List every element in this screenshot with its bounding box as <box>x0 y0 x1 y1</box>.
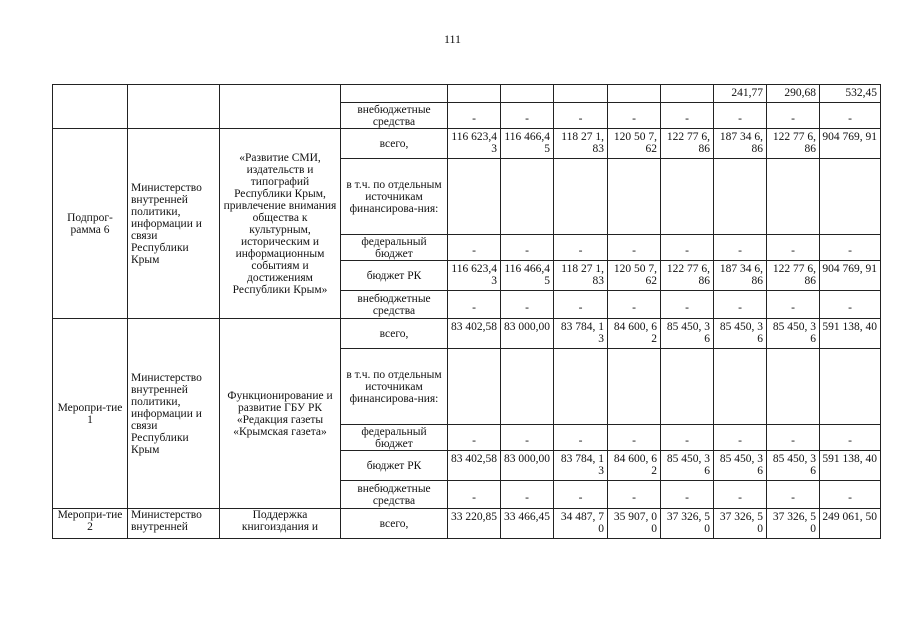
value-cell <box>608 349 661 425</box>
empty-cell <box>341 85 448 103</box>
section-executor: Министерство внутренней <box>128 509 220 539</box>
row-label: федеральный бюджет <box>341 235 448 261</box>
value-cell: - <box>767 481 820 509</box>
value-cell: - <box>554 481 608 509</box>
table-row <box>53 509 881 539</box>
value-cell <box>714 349 767 425</box>
value-cell: 33 466,45 <box>501 509 554 539</box>
row-label: всего, <box>341 319 448 349</box>
value-cell <box>501 349 554 425</box>
value-cell <box>661 349 714 425</box>
value-cell: - <box>661 481 714 509</box>
value-cell: - <box>767 425 820 451</box>
value-cell: - <box>554 425 608 451</box>
value-cell: 83 784, 13 <box>554 319 608 349</box>
value-cell <box>767 159 820 235</box>
value-cell: - <box>820 235 881 261</box>
row-label: внебюджетные средства <box>341 103 448 129</box>
value-cell: 187 34 6,86 <box>714 129 767 159</box>
section-title: Функционирование и развитие ГБУ РК «Редакция газеты «Крымская газета» <box>220 319 341 509</box>
value-cell: 591 138, 40 <box>820 451 881 481</box>
value-cell: 33 220,85 <box>448 509 501 539</box>
value-cell: - <box>501 103 554 129</box>
value-cell: - <box>448 425 501 451</box>
value-cell: - <box>661 103 714 129</box>
value-cell: - <box>767 235 820 261</box>
value-cell: - <box>608 103 661 129</box>
row-label: всего, <box>341 509 448 539</box>
value-cell: - <box>501 291 554 319</box>
row-label: бюджет РК <box>341 451 448 481</box>
section-executor: Министерство внутренней политики, информации и связи Республики Крым <box>128 319 220 509</box>
value-cell: - <box>608 291 661 319</box>
value-cell: 241,77 <box>714 85 767 103</box>
value-cell: 83 402,58 <box>448 319 501 349</box>
value-cell: - <box>448 235 501 261</box>
value-cell <box>820 349 881 425</box>
section-name: Меропри-тие 2 <box>53 509 128 539</box>
value-cell: 85 450, 36 <box>661 451 714 481</box>
value-cell: 120 50 7,62 <box>608 261 661 291</box>
value-cell: - <box>661 291 714 319</box>
table-row <box>53 85 881 103</box>
value-cell: 122 77 6,86 <box>767 261 820 291</box>
table-row <box>53 129 881 159</box>
value-cell: 532,45 <box>820 85 881 103</box>
budget-table <box>52 84 881 539</box>
section-executor: Министерство внутренней политики, информации и связи Республики Крым <box>128 129 220 319</box>
value-cell: - <box>820 425 881 451</box>
value-cell <box>501 159 554 235</box>
section-title: «Развитие СМИ, издательств и типографий Республики Крым, привлечение внимания общества к культурным, историческим и информационным событиям и достижениям Республики Крым» <box>220 129 341 319</box>
value-cell: - <box>608 425 661 451</box>
value-cell: 37 326, 50 <box>767 509 820 539</box>
value-cell: - <box>554 103 608 129</box>
value-cell: 85 450, 36 <box>767 451 820 481</box>
value-cell: 116 466,45 <box>501 261 554 291</box>
value-cell: 116 623,43 <box>448 129 501 159</box>
value-cell <box>554 349 608 425</box>
value-cell: - <box>608 481 661 509</box>
value-cell: 85 450, 36 <box>661 319 714 349</box>
value-cell: 118 27 1,83 <box>554 129 608 159</box>
value-cell: 122 77 6,86 <box>767 129 820 159</box>
value-cell <box>554 159 608 235</box>
row-label: всего, <box>341 129 448 159</box>
value-cell: 83 784, 13 <box>554 451 608 481</box>
value-cell: - <box>714 291 767 319</box>
value-cell: - <box>501 481 554 509</box>
value-cell: 37 326, 50 <box>714 509 767 539</box>
row-label: внебюджетные средства <box>341 291 448 319</box>
page-number: 111 <box>443 32 462 46</box>
value-cell: - <box>714 103 767 129</box>
value-cell: 591 138, 40 <box>820 319 881 349</box>
empty-cell <box>53 85 128 129</box>
value-cell: 290,68 <box>767 85 820 103</box>
value-cell: 85 450, 36 <box>714 319 767 349</box>
value-cell: 84 600, 62 <box>608 451 661 481</box>
value-cell: 904 769, 91 <box>820 129 881 159</box>
value-cell: - <box>608 235 661 261</box>
row-label: федеральный бюджет <box>341 425 448 451</box>
value-cell: 83 402,58 <box>448 451 501 481</box>
value-cell <box>448 349 501 425</box>
value-cell <box>661 85 714 103</box>
value-cell: - <box>448 481 501 509</box>
empty-cell <box>128 85 220 129</box>
value-cell: - <box>820 103 881 129</box>
value-cell: 187 34 6,86 <box>714 261 767 291</box>
value-cell: - <box>661 235 714 261</box>
value-cell: - <box>448 291 501 319</box>
value-cell: 35 907, 00 <box>608 509 661 539</box>
value-cell: 85 450, 36 <box>714 451 767 481</box>
value-cell <box>820 159 881 235</box>
value-cell: 34 487, 70 <box>554 509 608 539</box>
section-title: Поддержка книгоиздания и <box>220 509 341 539</box>
value-cell <box>554 85 608 103</box>
value-cell: - <box>661 425 714 451</box>
value-cell: 85 450, 36 <box>767 319 820 349</box>
value-cell: 83 000,00 <box>501 319 554 349</box>
value-cell: - <box>501 425 554 451</box>
empty-cell <box>220 85 341 129</box>
value-cell <box>661 159 714 235</box>
value-cell: 249 061, 50 <box>820 509 881 539</box>
row-label: в т.ч. по отдельным источникам финансирова-ния: <box>341 349 448 425</box>
value-cell: 904 769, 91 <box>820 261 881 291</box>
value-cell: - <box>714 481 767 509</box>
value-cell: 116 466,45 <box>501 129 554 159</box>
value-cell <box>501 85 554 103</box>
value-cell: 37 326, 50 <box>661 509 714 539</box>
value-cell: - <box>714 425 767 451</box>
value-cell: 118 27 1,83 <box>554 261 608 291</box>
value-cell: 84 600, 62 <box>608 319 661 349</box>
value-cell <box>608 159 661 235</box>
value-cell: - <box>767 291 820 319</box>
row-label: бюджет РК <box>341 261 448 291</box>
section-name: Меропри-тие 1 <box>53 319 128 509</box>
value-cell: - <box>820 481 881 509</box>
value-cell: - <box>501 235 554 261</box>
value-cell: - <box>820 291 881 319</box>
value-cell: 120 50 7,62 <box>608 129 661 159</box>
section-name: Подпрог-рамма 6 <box>53 129 128 319</box>
value-cell: - <box>448 103 501 129</box>
value-cell <box>714 159 767 235</box>
value-cell: 122 77 6,86 <box>661 129 714 159</box>
value-cell <box>448 85 501 103</box>
value-cell: 116 623,43 <box>448 261 501 291</box>
value-cell: - <box>714 235 767 261</box>
value-cell: 83 000,00 <box>501 451 554 481</box>
value-cell: - <box>554 291 608 319</box>
value-cell: - <box>554 235 608 261</box>
row-label: в т.ч. по отдельным источникам финансирова-ния: <box>341 159 448 235</box>
value-cell: 122 77 6,86 <box>661 261 714 291</box>
value-cell <box>608 85 661 103</box>
row-label: внебюджетные средства <box>341 481 448 509</box>
value-cell <box>448 159 501 235</box>
value-cell <box>767 349 820 425</box>
value-cell: - <box>767 103 820 129</box>
table-row <box>53 319 881 349</box>
